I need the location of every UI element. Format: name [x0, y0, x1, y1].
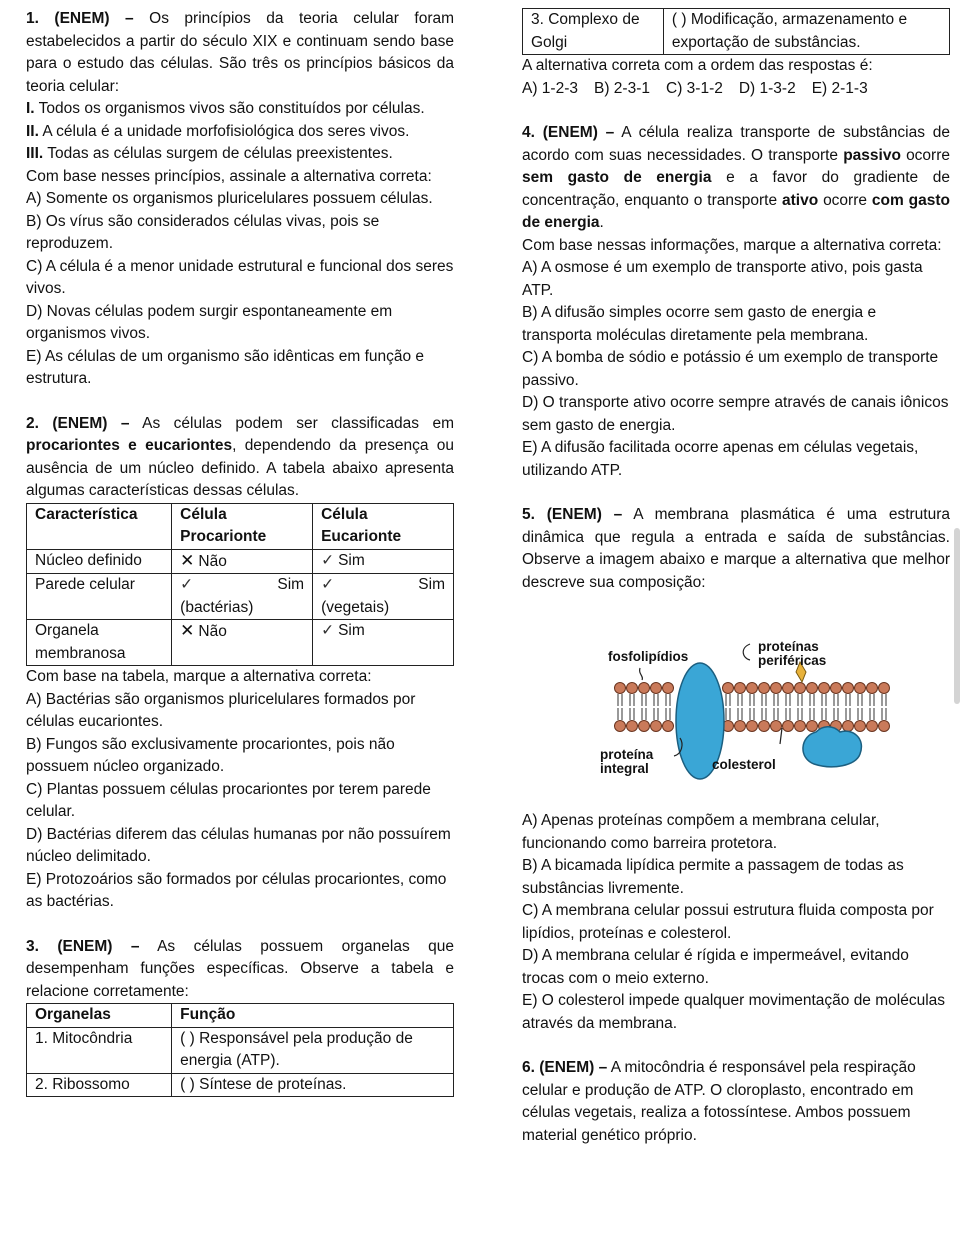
phospholipid-head: [819, 683, 830, 694]
q2-th-feature: Característica: [27, 503, 172, 549]
check-mark-icon: ✓: [180, 576, 194, 593]
phospholipid-head: [879, 721, 890, 732]
q5-intro-line: [522, 504, 950, 594]
q3-intro-line: [26, 936, 454, 1004]
q2-r3-eu: [313, 620, 454, 666]
q1-principle-1-text: Todos os organismos vivos são constituídos por células.: [38, 100, 425, 117]
phospholipid-head: [651, 721, 662, 732]
q4-text-2: ocorre: [906, 146, 950, 164]
q1-head: 1. (ENEM) –: [26, 10, 134, 27]
phospholipid-head: [759, 721, 770, 732]
q5-option-e[interactable]: E) O colesterol impede qualquer movimentação de moléculas através da membrana.: [522, 992, 946, 1032]
q2-intro-line: [26, 413, 454, 503]
spacer: [522, 1035, 950, 1057]
phospholipid-heads-top: [615, 683, 890, 694]
phospholipid-head: [639, 683, 650, 694]
q2-option-b[interactable]: B) Fungos são exclusivamente procariontes, pois não possuem núcleo organizado.: [26, 735, 395, 775]
q3-table-continued: [522, 8, 950, 55]
q2-r2-pro-text: Sim: [277, 576, 305, 593]
spacer: [26, 914, 454, 936]
q3-answer-e[interactable]: E) 2-1-3: [811, 79, 868, 97]
scrollbar[interactable]: [954, 528, 960, 704]
phospholipid-head: [879, 683, 890, 694]
phospholipid-head: [639, 721, 650, 732]
q2-intro-pre: As células podem ser classificadas em: [142, 414, 455, 432]
q1-prompt: Com base nesses princípios, assinale a alternativa correta:: [26, 167, 432, 185]
phospholipid-head: [771, 683, 782, 694]
q2-r3-pro-text: Não: [198, 623, 227, 640]
q3-table: [26, 1003, 454, 1097]
phospholipid-head: [759, 683, 770, 694]
question-3: [26, 936, 454, 1098]
q1-principle-2: [26, 121, 454, 144]
q2-r1-eu: [313, 549, 454, 574]
q1-principle-3-text: Todas as células surgem de células preexistentes.: [47, 145, 393, 162]
x-mark-icon: ✕: [180, 550, 195, 570]
phospholipid-head: [615, 721, 626, 732]
label-fosfolipidios: fosfolipídios: [608, 649, 689, 664]
phospholipid-head: [627, 683, 638, 694]
label-colesterol: colesterol: [712, 757, 776, 772]
q1-option-e[interactable]: E) As células de um organismo são idênticas em função e estrutura.: [26, 347, 425, 387]
q2-table: [26, 503, 454, 667]
q2-option-d[interactable]: D) Bactérias diferem das células humanas por não possuírem núcleo delimitado.: [26, 825, 451, 865]
q4-text-4: ocorre: [823, 191, 867, 209]
q2-th-pro: Célula Procarionte: [172, 503, 313, 549]
label-perifericas: periféricas: [758, 653, 827, 668]
phospholipid-head: [867, 683, 878, 694]
phospholipid-head: [831, 683, 842, 694]
q6-intro-line: [522, 1057, 950, 1147]
phospholipid-head: [735, 683, 746, 694]
phospholipid-head: [615, 683, 626, 694]
q2-head: 2. (ENEM) –: [26, 414, 130, 432]
table-row: [27, 1073, 454, 1097]
q2-prompt: Com base na tabela, marque a alternativa correta:: [26, 668, 372, 685]
q2-r2-feature: Parede celular: [27, 574, 172, 620]
fosfolipidios-arrow: [640, 668, 643, 680]
q4-text-3: e a favor do gradiente de concentração, enquanto o transporte: [522, 169, 950, 209]
q2-intro-post: , dependendo da presença ou ausência de um núcleo definido. A tabela abaixo apresenta algumas características dessas células.: [26, 437, 455, 499]
phospholipid-tails: [618, 694, 886, 720]
q1-principle-2-num: II.: [26, 122, 39, 140]
q3-answer-b[interactable]: B) 2-3-1: [594, 79, 650, 97]
label-integral: integral: [600, 761, 649, 776]
label-proteina: proteína: [600, 747, 654, 762]
q1-principle-3-num: III.: [26, 145, 44, 162]
phospholipid-head: [783, 683, 794, 694]
q3-r1-function[interactable]: ( ) Responsável pela produção de energia (ATP).: [172, 1027, 454, 1073]
table-row: [27, 549, 454, 574]
right-column: [522, 8, 950, 1147]
q4-option-d[interactable]: D) O transporte ativo ocorre sempre através de canais iônicos sem gasto de energia.: [522, 394, 949, 434]
q1-option-b[interactable]: B) Os vírus são considerados células vivas, pois se reproduzem.: [26, 212, 380, 252]
phospholipid-head: [771, 721, 782, 732]
phospholipid-head: [627, 721, 638, 732]
q2-r1-feature: Núcleo definido: [27, 549, 172, 574]
q2-intro-bold: procariontes e eucariontes: [26, 437, 233, 454]
q2-r2-eu-text: Sim: [418, 576, 445, 593]
q5-option-d[interactable]: D) A membrana celular é rígida e impermeável, evitando trocas com o meio externo.: [522, 947, 909, 987]
phospholipid-head: [663, 683, 674, 694]
question-2: [26, 413, 454, 914]
q3-th-organelle: Organelas: [27, 1004, 172, 1028]
q4-bold-passivo: passivo: [843, 146, 901, 164]
q2-r1-pro-text: Não: [198, 552, 227, 570]
phospholipid-heads-bottom: [615, 721, 890, 732]
q1-principle-2-text: A célula é a unidade morfofisiológica dos seres vivos.: [42, 122, 410, 140]
q3-th-function: Função: [172, 1004, 454, 1028]
question-1: [26, 8, 454, 391]
x-mark-icon: ✕: [180, 621, 195, 640]
q2-r1-pro: [172, 549, 313, 574]
q4-option-b[interactable]: B) A difusão simples ocorre sem gasto de energia e transporta moléculas diretamente pela membrana.: [522, 304, 877, 344]
table-row: [27, 574, 454, 620]
q1-principle-3: [26, 143, 454, 166]
q4-prompt: Com base nessas informações, marque a alternativa correta:: [522, 236, 942, 254]
q1-option-d[interactable]: D) Novas células podem surgir espontaneamente em organismos vivos.: [26, 302, 393, 342]
phospholipid-head: [795, 683, 806, 694]
q1-intro-line: [26, 8, 454, 98]
table-header-row: [27, 1004, 454, 1028]
table-header-row: [27, 503, 454, 549]
q3-answer-a[interactable]: A) 1-2-3: [522, 79, 578, 97]
q2-r3-eu-text: Sim: [338, 622, 365, 639]
q4-option-c[interactable]: C) A bomba de sódio e potássio é um exemplo de transporte passivo.: [522, 349, 939, 389]
q2-th-eu: Célula Eucarionte: [313, 503, 454, 549]
q3-intro: As células possuem organelas que desempenham funções específicas. Observe a tabela e relacione corretamente:: [26, 937, 454, 1000]
phospholipid-head: [855, 683, 866, 694]
q2-r1-eu-text: Sim: [338, 551, 365, 569]
check-mark-icon: ✓: [321, 622, 335, 639]
q6-head: 6. (ENEM) –: [522, 1059, 608, 1076]
phospholipid-head: [795, 721, 806, 732]
q2-option-a[interactable]: A) Bactérias são organismos pluricelulares formados por células eucariontes.: [26, 690, 416, 730]
table-row: [27, 1027, 454, 1073]
q1-option-c[interactable]: C) A célula é a menor unidade estrutural e funcional dos seres vivos.: [26, 257, 454, 297]
spacer: [522, 482, 950, 504]
q5-option-a[interactable]: A) Apenas proteínas compõem a membrana celular, funcionando como barreira protetora.: [522, 812, 880, 852]
q3-r3-organelle: 3. Complexo de Golgi: [523, 9, 664, 55]
q3-answer-c[interactable]: C) 3-1-2: [666, 79, 723, 97]
question-3-continued: [522, 8, 950, 100]
label-proteinas: proteínas: [758, 639, 819, 654]
phospholipid-head: [663, 721, 674, 732]
spacer: [26, 391, 454, 413]
q2-r3-pro: [172, 620, 313, 666]
q2-option-c[interactable]: C) Plantas possuem células procariontes por terem parede celular.: [26, 780, 431, 820]
phospholipid-head: [807, 683, 818, 694]
question-6: [522, 1057, 950, 1147]
q1-intro: Os princípios da teoria celular foram estabelecidos a partir do século XIX e continuam sendo base para o estudo das células. São três os princípios básicos da teoria celular:: [26, 10, 455, 95]
phospholipid-head: [723, 683, 734, 694]
q5-head: 5. (ENEM) –: [522, 506, 623, 523]
q2-r2-pro: [172, 574, 313, 620]
phospholipid-head: [651, 683, 662, 694]
q3-prompt: A alternativa correta com a ordem das respostas é:: [522, 57, 873, 74]
q2-r2-pro-top: [180, 574, 304, 597]
phospholipid-head: [735, 721, 746, 732]
q2-r3-feature: Organela membranosa: [27, 620, 172, 666]
q1-principle-1-num: I.: [26, 100, 35, 117]
q2-r2-pro-note: (bactérias): [180, 598, 254, 616]
q3-answers: [522, 78, 950, 101]
phospholipid-head: [867, 721, 878, 732]
question-4: [522, 122, 950, 482]
q1-principle-1: [26, 98, 454, 121]
phospholipid-head: [807, 721, 818, 732]
q2-r2-eu: [313, 574, 454, 620]
q4-text-5: .: [599, 214, 604, 231]
check-mark-icon: ✓: [321, 576, 335, 593]
q6-intro: A mitocôndria é responsável pela respiração celular e produção de ATP. O cloroplasto, encontrado em células vegetais, realiza a fotossíntese. Ambos possuem material genético próprio.: [522, 1059, 916, 1144]
q4-bold-ativo: ativo: [781, 191, 819, 209]
q4-text-1: A célula realiza transporte de substâncias de acordo com suas necessidades. O transporte: [522, 124, 951, 164]
q5-option-c[interactable]: C) A membrana celular possui estrutura fluida composta por lipídios, proteínas e colesterol.: [522, 902, 934, 942]
q4-option-a[interactable]: A) A osmose é um exemplo de transporte ativo, pois gasta ATP.: [522, 259, 923, 299]
phospholipid-head: [855, 721, 866, 732]
q3-r3-function[interactable]: ( ) Modificação, armazenamento e exportação de substâncias.: [663, 9, 949, 55]
q3-r1-organelle: 1. Mitocôndria: [27, 1027, 172, 1073]
q4-option-e[interactable]: E) A difusão facilitada ocorre apenas em células vegetais, utilizando ATP.: [522, 439, 919, 479]
phospholipid-head: [843, 683, 854, 694]
q2-r2-eu-note: (vegetais): [321, 598, 390, 616]
q3-answer-d[interactable]: D) 1-3-2: [738, 79, 796, 97]
left-column: [26, 8, 454, 1097]
membrane-figure: [600, 616, 900, 786]
q5-option-b[interactable]: B) A bicamada lipídica permite a passagem de todas as substâncias livremente.: [522, 857, 904, 897]
q4-bold-com-gasto: com gasto de energia: [522, 191, 950, 231]
phospholipid-head: [747, 683, 758, 694]
question-5: [522, 504, 950, 1035]
q4-head: 4. (ENEM) –: [522, 124, 615, 141]
q5-intro: A membrana plasmática é uma estrutura dinâmica que regula a entrada e saída de substâncias. Observe a imagem abaixo e marque a alternativa que melhor descreve sua composição:: [522, 506, 950, 591]
table-row: [27, 620, 454, 666]
check-mark-icon: ✓: [321, 551, 335, 569]
table-row: [523, 9, 950, 55]
phospholipid-head: [747, 721, 758, 732]
q1-option-a[interactable]: A) Somente os organismos pluricelulares possuem células.: [26, 190, 433, 207]
q4-bold-sem-gasto: sem gasto de energia: [522, 169, 712, 186]
q2-r2-eu-top: [321, 574, 445, 597]
q3-r2-organelle: 2. Ribossomo: [27, 1073, 172, 1097]
phospholipid-head: [783, 721, 794, 732]
q4-intro-line: [522, 122, 950, 235]
spacer: [522, 100, 950, 122]
q3-r2-function[interactable]: ( ) Síntese de proteínas.: [172, 1073, 454, 1097]
peripheral-protein: [803, 727, 861, 767]
q3-head: 3. (ENEM) –: [26, 937, 140, 955]
colesterol-arrow: [780, 728, 782, 744]
phospholipid-head: [843, 721, 854, 732]
q2-option-e[interactable]: E) Protozoários são formados por células procariontes, como as bactérias.: [26, 870, 447, 910]
perifericas-arrow: [743, 644, 750, 660]
